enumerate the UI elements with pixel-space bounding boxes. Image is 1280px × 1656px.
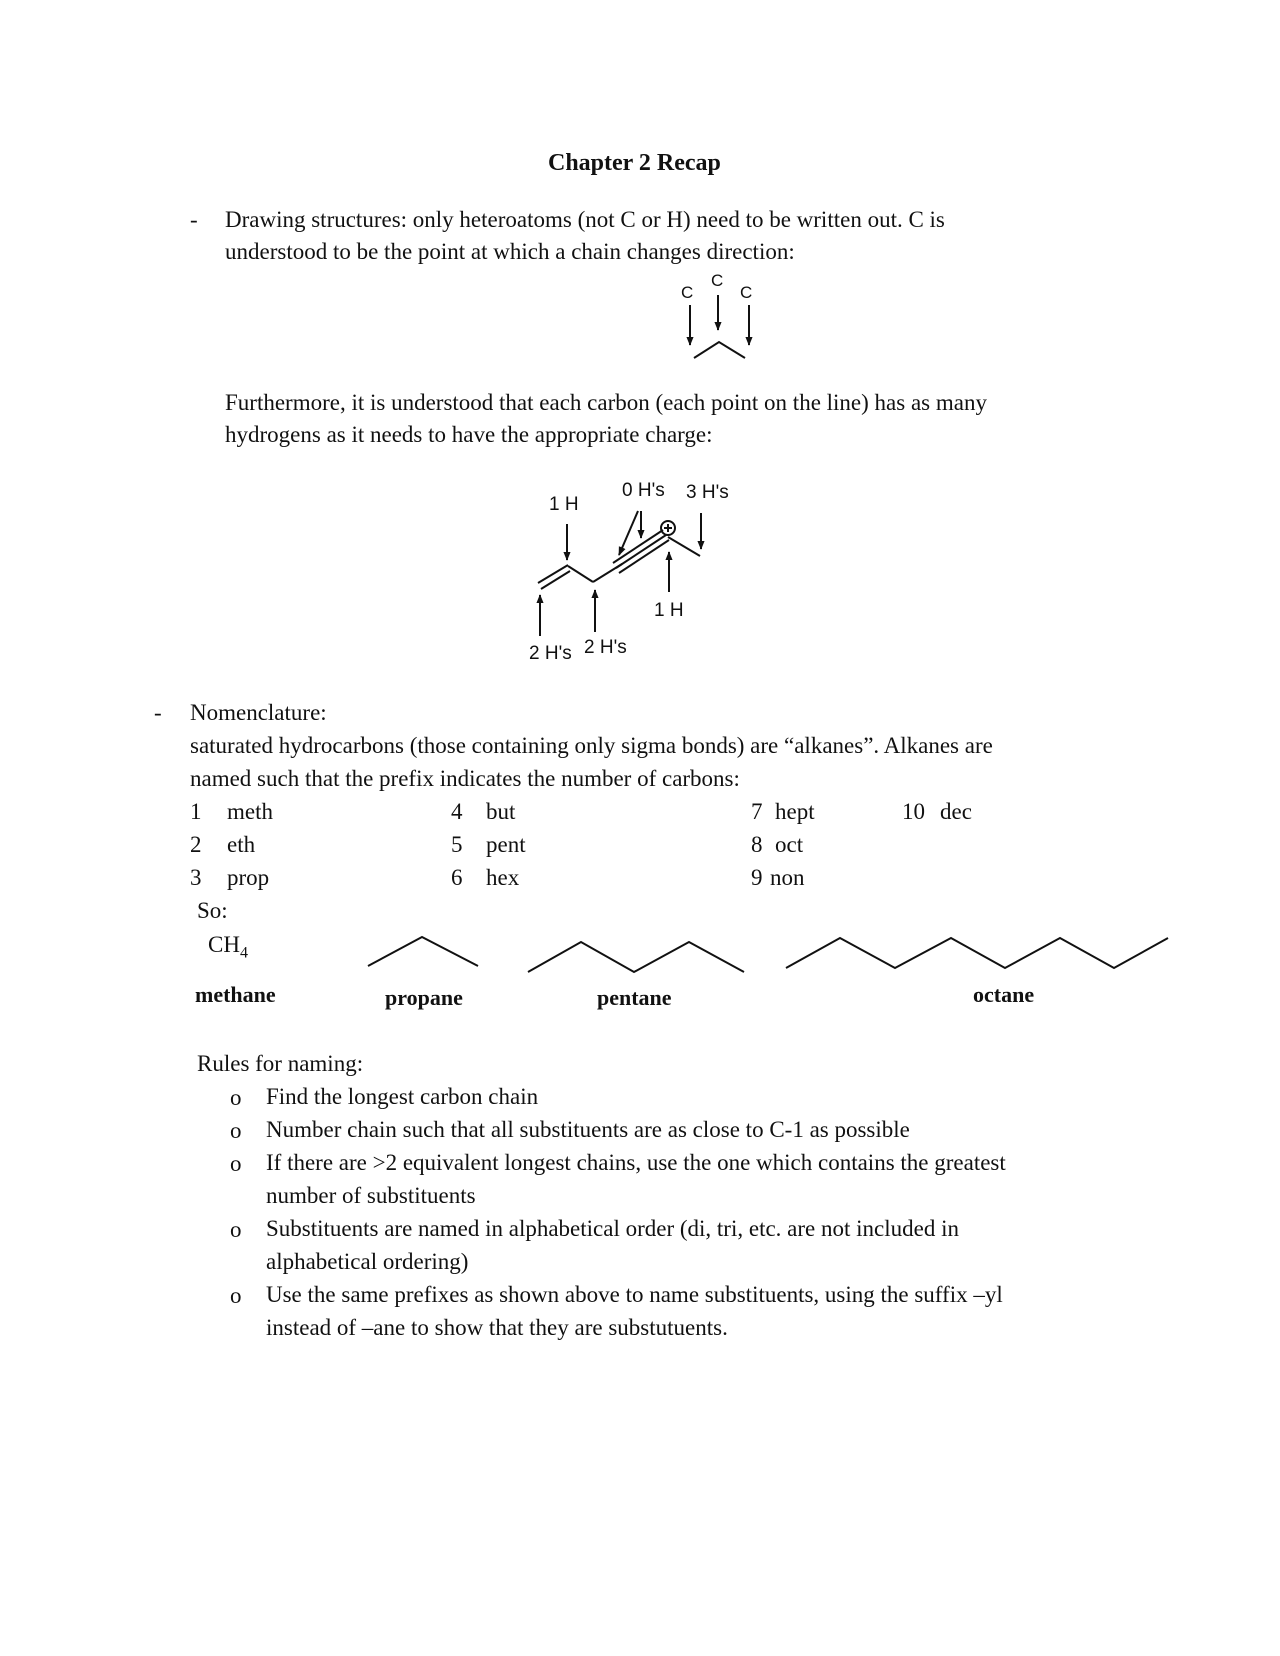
name-pentane: pentane: [597, 985, 672, 1010]
rule-marker: o: [230, 1085, 242, 1110]
carbon-label-left: C: [681, 283, 694, 302]
prefix-num: 2: [190, 832, 202, 857]
prefix-name: prop: [227, 865, 270, 890]
prefix-name: dec: [940, 799, 972, 824]
para-text-line1: Furthermore, it is understood that each carbon (each point on the line) has as many: [225, 390, 987, 415]
rule-line: Find the longest carbon chain: [266, 1084, 539, 1109]
label-2h-left: 2 H's: [529, 643, 572, 664]
para-text-line2: hydrogens as it needs to have the appropriate charge:: [225, 422, 713, 447]
bullet-dash: -: [190, 207, 198, 232]
prefix-num: 10: [902, 799, 925, 824]
pentane-chain: [528, 942, 744, 972]
nomenclature-line2: named such that the prefix indicates the number of carbons:: [190, 766, 740, 791]
angle-chain: [694, 342, 745, 358]
rule-marker: o: [230, 1151, 242, 1176]
rule-marker: o: [230, 1217, 242, 1242]
name-octane: octane: [973, 982, 1035, 1007]
carbon-label-top: C: [711, 271, 724, 290]
rule-line-cont: number of substituents: [266, 1183, 476, 1208]
rules-heading: Rules for naming:: [197, 1051, 364, 1076]
rule-line-cont: alphabetical ordering): [266, 1249, 469, 1274]
carbon-label-right: C: [740, 283, 753, 302]
triple-bond: [616, 535, 666, 568]
label-0h: 0 H's: [622, 480, 665, 501]
label-3h: 3 H's: [686, 482, 729, 503]
bullet-dash-2: -: [154, 700, 162, 725]
label-2h-right: 2 H's: [584, 637, 627, 658]
page-title: Chapter 2 Recap: [548, 150, 721, 176]
prefix-num: 3: [190, 865, 202, 890]
octane-chain: [786, 938, 1168, 968]
single-bond-1: [568, 566, 593, 582]
prefix-name: hex: [486, 865, 520, 890]
prefix-num: 7: [751, 799, 763, 824]
prefix-num: 5: [451, 832, 463, 857]
methane-subscript: 4: [239, 944, 248, 962]
prefix-num: 4: [451, 799, 463, 824]
prefix-num: 6: [451, 865, 463, 890]
methane-formula: [208, 932, 248, 963]
so-label: So:: [197, 898, 228, 923]
rule-marker: o: [230, 1283, 242, 1308]
rule-line-cont: instead of –ane to show that they are substutuents.: [266, 1315, 728, 1340]
prefix-num: 8: [751, 832, 763, 857]
prefix-name: non: [770, 865, 805, 890]
label-1h-bottom: 1 H: [654, 600, 684, 621]
prefix-num: 9: [751, 865, 763, 890]
terminal-bond: [668, 537, 700, 556]
prefix-name: meth: [227, 799, 273, 824]
rule-line: If there are >2 equivalent longest chains, use the one which contains the greatest: [266, 1150, 1006, 1175]
nomenclature-line1: saturated hydrocarbons (those containing only sigma bonds) are “alkanes”. Alkanes are: [190, 733, 993, 758]
drawing-text-line2: understood to be the point at which a chain changes direction:: [225, 239, 795, 264]
rule-line: Number chain such that all substituents are as close to C-1 as possible: [266, 1117, 910, 1142]
rule-line: Substituents are named in alphabetical order (di, tri, etc. are not included in: [266, 1216, 959, 1241]
prefix-name: pent: [486, 832, 526, 857]
carbon-direction-diagram: [690, 295, 749, 358]
rule-marker: o: [230, 1118, 242, 1143]
prefix-name: but: [486, 799, 516, 824]
methane-ch: CH: [208, 932, 240, 957]
alkane-chains: [368, 937, 1168, 972]
prefix-name: oct: [775, 832, 804, 857]
rule-line: Use the same prefixes as shown above to name substituents, using the suffix –yl: [266, 1282, 1003, 1307]
nomenclature-heading: Nomenclature:: [190, 700, 327, 725]
prefix-name: eth: [227, 832, 256, 857]
drawing-text-line1: Drawing structures: only heteroatoms (not C or H) need to be written out. C is: [225, 207, 945, 232]
name-methane: methane: [195, 982, 276, 1007]
name-propane: propane: [385, 985, 463, 1010]
prefix-num: 1: [190, 799, 202, 824]
propane-chain: [368, 937, 478, 966]
label-1h-top: 1 H: [549, 494, 579, 515]
prefix-name: hept: [775, 799, 815, 824]
